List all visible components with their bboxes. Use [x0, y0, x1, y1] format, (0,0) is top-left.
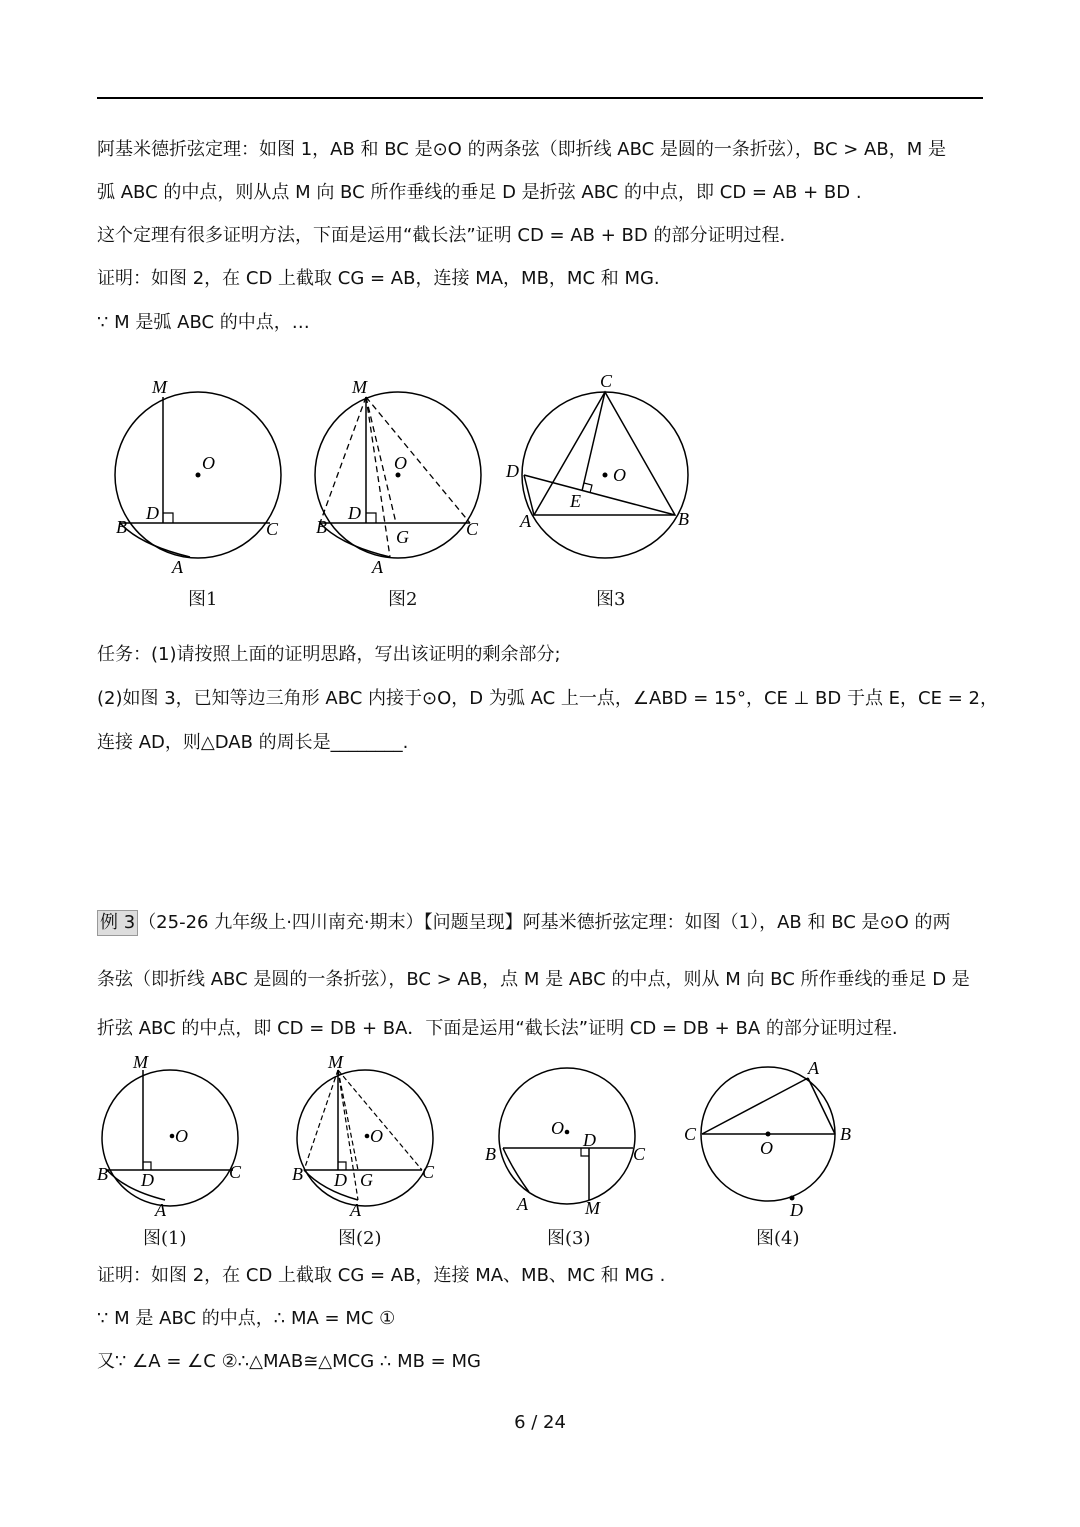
- label-A: A: [372, 557, 383, 577]
- proof-line: 又∵ ∠A = ∠C ②∴△MAB≅△MCG ∴ MB = MG: [97, 1351, 481, 1372]
- text-line: 阿基米德折弦定理：如图 1，AB 和 BC 是⊙O 的两条弦（即折线 ABC 是圆的一条折弦），BC > AB，M 是: [97, 139, 946, 160]
- label-D: D: [146, 503, 159, 523]
- label-D: D: [583, 1130, 596, 1150]
- label-G: G: [396, 527, 409, 547]
- page-number: 6 / 24: [514, 1412, 566, 1433]
- caption-fig2: 图2: [388, 589, 418, 610]
- label-C: C: [466, 519, 479, 539]
- figure-b2: [290, 1050, 450, 1220]
- figure-b1: [95, 1050, 255, 1220]
- figure-b3: [485, 1050, 655, 1220]
- label-O: O: [551, 1118, 564, 1138]
- label-C: C: [600, 371, 613, 391]
- label-B: B: [678, 509, 689, 529]
- text-line: 证明：如图 2，在 CD 上截取 CG = AB，连接 MA，MB，MC 和 MG.: [97, 268, 660, 289]
- caption-b3: 图(3): [547, 1228, 591, 1249]
- text-line: ∵ M 是弧 ABC 的中点，…: [97, 312, 310, 333]
- label-A: A: [155, 1200, 166, 1220]
- text-line: 弧 ABC 的中点，则从点 M 向 BC 所作垂线的垂足 D 是折弦 ABC 的中点，即 CD = AB + BD .: [97, 182, 862, 203]
- label-B: B: [840, 1124, 851, 1144]
- label-G: G: [360, 1170, 373, 1190]
- caption-b1: 图(1): [143, 1228, 187, 1249]
- header-rule: [97, 97, 983, 99]
- proof-line: ∵ M 是 ABC 的中点，∴ MA = MC ①: [97, 1308, 396, 1329]
- text-line: 这个定理有很多证明方法，下面是运用“截长法”证明 CD = AB + BD 的部分证明过程.: [97, 225, 786, 246]
- label-D: D: [141, 1170, 154, 1190]
- label-B: B: [485, 1144, 496, 1164]
- label-M: M: [585, 1198, 600, 1218]
- label-C: C: [633, 1144, 646, 1164]
- label-B: B: [292, 1164, 303, 1184]
- label-C: C: [229, 1162, 242, 1182]
- figure-b4: [680, 1050, 860, 1220]
- label-O: O: [175, 1126, 188, 1146]
- example-line: [97, 910, 951, 936]
- label-D: D: [790, 1200, 803, 1220]
- label-O: O: [394, 453, 407, 473]
- figure-1: [100, 365, 300, 585]
- task-line: 任务：(1)请按照上面的证明思路，写出该证明的剩余部分;: [97, 644, 561, 665]
- label-M: M: [152, 377, 167, 397]
- label-D: D: [506, 461, 519, 481]
- label-C: C: [684, 1124, 697, 1144]
- label-M: M: [328, 1052, 343, 1072]
- label-B: B: [116, 517, 127, 537]
- label-D: D: [348, 503, 361, 523]
- label-A: A: [520, 511, 531, 531]
- label-A: A: [172, 557, 183, 577]
- label-B: B: [316, 517, 327, 537]
- label-B: B: [97, 1164, 108, 1184]
- caption-b2: 图(2): [338, 1228, 382, 1249]
- label-M: M: [133, 1052, 148, 1072]
- label-M: M: [352, 377, 367, 397]
- text-line: 条弦（即折线 ABC 是圆的一条折弦），BC > AB，点 M 是 ABC 的中点，则从 M 向 BC 所作垂线的垂足 D 是: [97, 969, 970, 990]
- example-text: （25-26 九年级上·四川南充·期末）【问题呈现】阿基米德折弦定理：如图（1），AB 和 BC 是⊙O 的两: [138, 912, 951, 933]
- label-C: C: [266, 519, 279, 539]
- label-A: A: [808, 1058, 819, 1078]
- task-line: (2)如图 3，已知等边三角形 ABC 内接于⊙O，D 为弧 AC 上一点，∠ABD = 15°，CE ⊥ BD 于点 E，CE = 2，: [97, 688, 998, 709]
- proof-line: 证明：如图 2，在 CD 上截取 CG = AB，连接 MA、MB、MC 和 MG .: [97, 1265, 666, 1286]
- figure-3: [500, 365, 700, 585]
- label-E: E: [570, 491, 581, 511]
- text-line: 折弦 ABC 的中点，即 CD = DB + BA．下面是运用“截长法”证明 CD = DB + BA 的部分证明过程.: [97, 1018, 898, 1039]
- label-O: O: [613, 465, 626, 485]
- label-O: O: [760, 1138, 773, 1158]
- caption-fig3: 图3: [596, 589, 626, 610]
- task-line: 连接 AD，则△DAB 的周长是________.: [97, 732, 409, 753]
- label-O: O: [202, 453, 215, 473]
- caption-b4: 图(4): [756, 1228, 800, 1249]
- label-A: A: [517, 1194, 528, 1214]
- label-A: A: [350, 1200, 361, 1220]
- figure-2: [300, 365, 500, 585]
- example-tag: 例 3: [97, 910, 138, 936]
- label-C: C: [422, 1162, 435, 1182]
- label-D: D: [334, 1170, 347, 1190]
- label-O: O: [370, 1126, 383, 1146]
- caption-fig1: 图1: [188, 589, 218, 610]
